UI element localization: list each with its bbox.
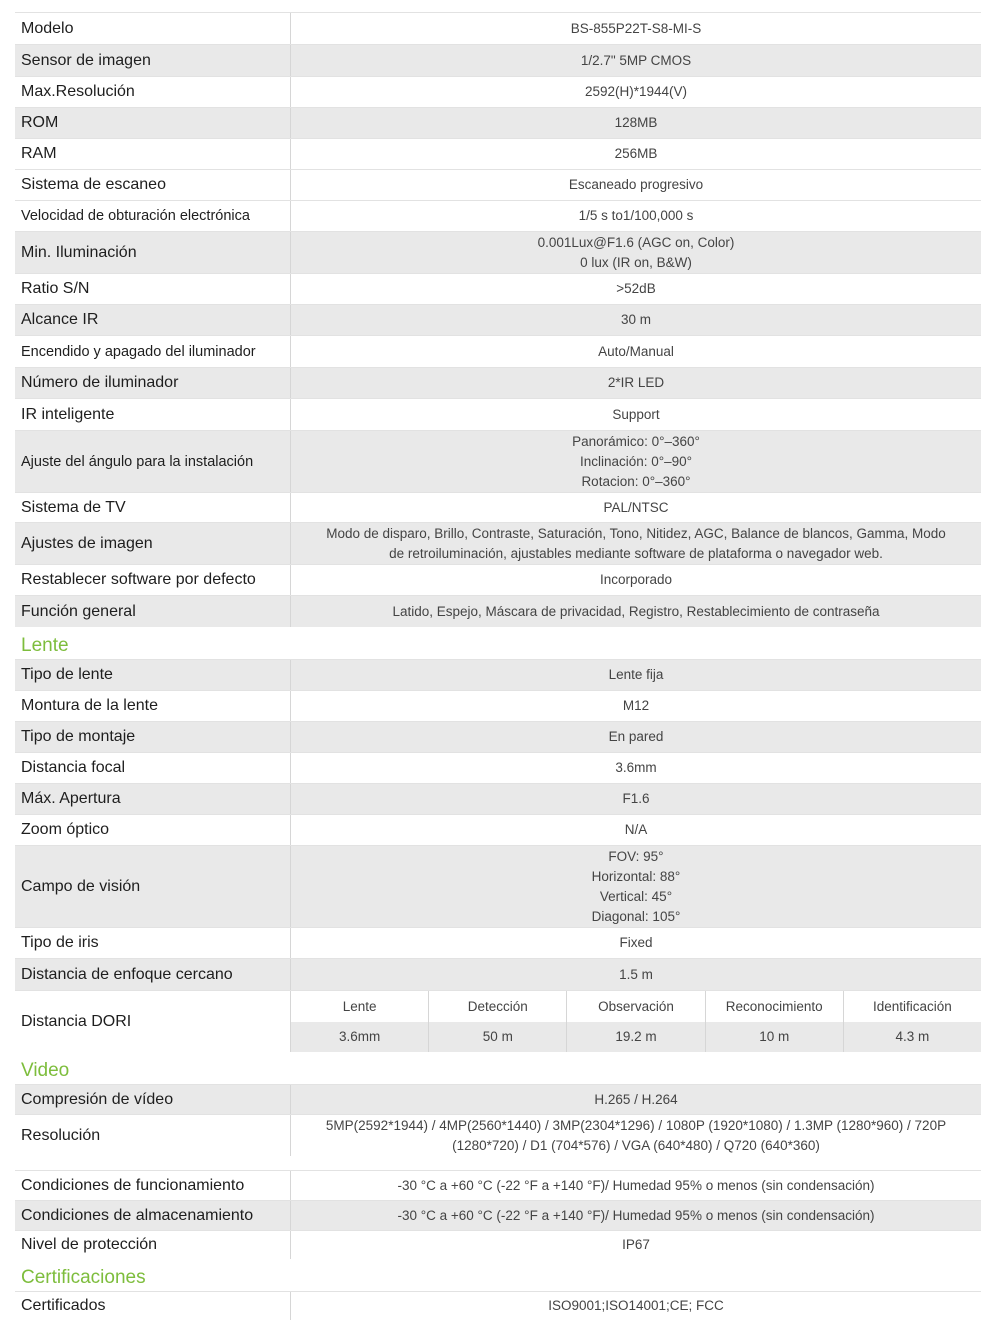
spec-value-line: F1.6 [622,791,650,806]
dori-value-cell: 19.2 m [567,1022,705,1053]
spec-value-line: En pared [608,729,664,744]
spec-row [15,752,981,783]
spec-label: Distancia DORI [15,991,291,1052]
spec-value-line: M12 [622,698,650,713]
spec-value-line: Vertical: 45° [599,888,673,904]
spec-row [15,522,981,564]
spec-label: Encendido y apagado del iluminador [15,336,291,367]
spec-row [15,200,981,231]
spec-value-line: 1/2.7" 5MP CMOS [580,52,692,68]
spec-row [15,564,981,595]
spec-value [291,201,981,231]
spec-value [291,431,981,492]
dori-header-cell: Detección [429,991,567,1022]
spec-row [15,1291,981,1320]
spec-value [291,523,981,564]
spec-label: Distancia de enfoque cercano [15,959,291,990]
spec-value-line: 30 m [620,312,651,327]
spec-value-line: Inclinación: 0°–90° [579,453,693,469]
spec-value [291,596,981,627]
spec-value-line: 0 lux (IR on, B&W) [580,254,692,270]
spec-row [15,721,981,752]
spec-row [15,845,981,927]
spec-value [291,815,981,845]
spec-value [291,493,981,522]
spec-label: Certificados [15,1292,291,1320]
spec-value-line: 1.5 m [619,966,653,982]
dori-header-cell: Identificación [873,998,952,1014]
spec-value [291,1292,981,1320]
spec-value [291,1115,981,1156]
spec-value [291,1201,981,1230]
dori-value-cell: 10 m [706,1022,844,1053]
spec-label: Sensor de imagen [15,45,291,76]
spec-value [291,232,981,273]
spec-row [15,430,981,492]
spec-row [15,169,981,200]
spec-value [291,784,981,814]
spec-value-line: 3.6mm [615,760,657,775]
spec-value [291,565,981,595]
environment-specs-table [15,1170,981,1259]
spec-row [15,138,981,169]
spec-row [15,927,981,958]
spec-label: Condiciones de almacenamiento [15,1201,291,1230]
spec-label: Velocidad de obturación electrónica [15,201,291,231]
spec-value [291,1171,981,1200]
spec-value [291,753,981,783]
spec-value-line: 2592(H)*1944(V) [584,84,688,99]
spec-value-line: 128MB [614,115,658,130]
spec-label: Max.Resolución [15,77,291,107]
spec-value-line: 2*IR LED [607,375,665,390]
spec-row [15,107,981,138]
spec-value-line: IP67 [622,1237,650,1252]
spec-label: Ratio S/N [15,274,291,304]
spec-value-line: -30 °C a +60 °C (-22 °F a +140 °F)/ Humedad 95% o menos (sin condensación) [397,1177,875,1193]
spec-value [291,45,981,76]
spec-row [15,335,981,367]
spec-label: Min. Iluminación [15,232,291,273]
spec-label: Alcance IR [15,305,291,335]
spec-row [15,958,981,990]
spec-row [15,783,981,814]
spec-row [15,595,981,627]
dori-header-cell: Lente [291,991,429,1022]
spec-value [291,368,981,398]
spec-value [291,274,981,304]
spec-row [15,1114,981,1156]
spec-row [15,44,981,76]
spec-label: RAM [15,139,291,169]
spec-label: Modelo [15,13,291,44]
spec-value-line: Auto/Manual [598,343,674,359]
spec-label: Sistema de escaneo [15,170,291,200]
spec-row [15,367,981,398]
spec-value-line: Latido, Espejo, Máscara de privacidad, Registro, Restablecimiento de contraseña [392,603,880,619]
spec-value-line: BS-855P22T-S8-MI-S [570,20,702,36]
spec-value-line: 0.001Lux@F1.6 (AGC on, Color) [537,234,735,250]
spec-row [15,231,981,273]
spec-label: Tipo de iris [15,928,291,958]
spec-label: IR inteligente [15,399,291,430]
spec-value-line: 256MB [614,146,658,161]
spec-sheet [15,12,981,1320]
dori-table [291,991,981,1052]
spec-value [291,336,981,367]
section-title-video: Video [21,1060,70,1081]
spec-value [291,691,981,721]
spec-row [15,1170,981,1200]
spec-value-line: ISO9001;ISO14001;CE; FCC [548,1298,724,1313]
spec-value [291,1231,981,1259]
spec-row [15,304,981,335]
spec-value [291,139,981,169]
spec-row [15,273,981,304]
section-title-lente: Lente [21,635,69,656]
spec-row [15,659,981,690]
spec-label: Ajustes de imagen [15,523,291,564]
spec-row [15,76,981,107]
dori-value-cell: 4.3 m [895,1029,930,1045]
spec-value [291,77,981,107]
spec-label: Restablecer software por defecto [15,565,291,595]
spec-row [15,1200,981,1230]
spec-value-line: PAL/NTSC [603,499,669,515]
spec-label: Resolución [15,1115,291,1156]
video-specs-table [15,1084,981,1156]
spec-value-line: Incorporado [599,572,673,587]
spec-label: ROM [15,108,291,138]
dori-header-row [291,991,981,1022]
spec-value-line: >52dB [616,281,656,296]
spec-label: Máx. Apertura [15,784,291,814]
spec-value [291,846,981,927]
spec-value-line: Panorámico: 0°–360° [572,433,700,449]
spec-value-line: Modo de disparo, Brillo, Contraste, Saturación, Tono, Nitidez, AGC, Balance de blancos, Gamma, Modo [326,525,946,541]
spec-value-line: Fixed [619,935,653,950]
spec-value-line: 1/5 s to1/100,000 s [578,208,694,223]
spec-value [291,1085,981,1114]
spec-label: Compresión de vídeo [15,1085,291,1114]
spec-row [15,690,981,721]
spec-label: Ajuste del ángulo para la instalación [15,431,291,492]
spec-row [15,1230,981,1259]
spec-row [15,12,981,44]
spec-label: Tipo de montaje [15,722,291,752]
spec-value-line: -30 °C a +60 °C (-22 °F a +140 °F)/ Humedad 95% o menos (sin condensación) [397,1207,875,1223]
spec-label: Campo de visión [15,846,291,927]
spec-row [15,492,981,522]
spec-value-line: Rotacion: 0°–360° [581,473,691,489]
spec-label: Zoom óptico [15,815,291,845]
dori-value-row [291,1022,981,1053]
spec-label: Sistema de TV [15,493,291,522]
spec-value-line: H.265 / H.264 [594,1091,678,1107]
spec-label: Número de iluminador [15,368,291,398]
spec-row [15,398,981,430]
spec-label: Función general [15,596,291,627]
spec-value-line: Lente fija [608,667,664,682]
spec-value [291,660,981,690]
spec-value [291,170,981,200]
spec-label: Montura de la lente [15,691,291,721]
spec-value [291,928,981,958]
spec-value [291,305,981,335]
spec-row [15,814,981,845]
dori-header-cell: Reconocimiento [706,991,844,1022]
spec-value-line: de retroiluminación, ajustables mediante software de plataforma o navegador web. [389,545,883,561]
spec-value-line: 5MP(2592*1944) / 4MP(2560*1440) / 3MP(2304*1296) / 1080P (1920*1080) / 1.3MP (1280*960) / 720P [325,1117,947,1133]
spec-value-line: N/A [624,822,648,837]
spec-value-line: Support [612,406,660,422]
spec-label: Nivel de protección [15,1231,291,1259]
spec-label: Distancia focal [15,753,291,783]
spec-value-line: Escaneado progresivo [568,177,704,192]
spec-value-line: FOV: 95° [608,848,664,864]
spec-row-dori [15,990,981,1052]
spec-row [15,1084,981,1114]
spec-value [291,108,981,138]
lens-specs-table [15,659,981,990]
spec-value [291,959,981,990]
general-specs-table [15,12,981,627]
spec-label: Condiciones de funcionamiento [15,1171,291,1200]
section-title-certificaciones: Certificaciones [21,1267,146,1288]
spec-value [291,13,981,44]
dori-value-cell: 3.6mm [291,1022,429,1053]
spec-value-line: Horizontal: 88° [591,868,681,884]
dori-value-cell: 50 m [429,1022,567,1053]
spec-value [291,722,981,752]
dori-header-cell: Observación [567,991,705,1022]
spec-value-line: Diagonal: 105° [591,908,681,924]
spec-value-line: (1280*720) / D1 (704*576) / VGA (640*480) / Q720 (640*360) [452,1137,820,1153]
spec-value [291,399,981,430]
certification-specs-table [15,1291,981,1320]
spec-label: Tipo de lente [15,660,291,690]
